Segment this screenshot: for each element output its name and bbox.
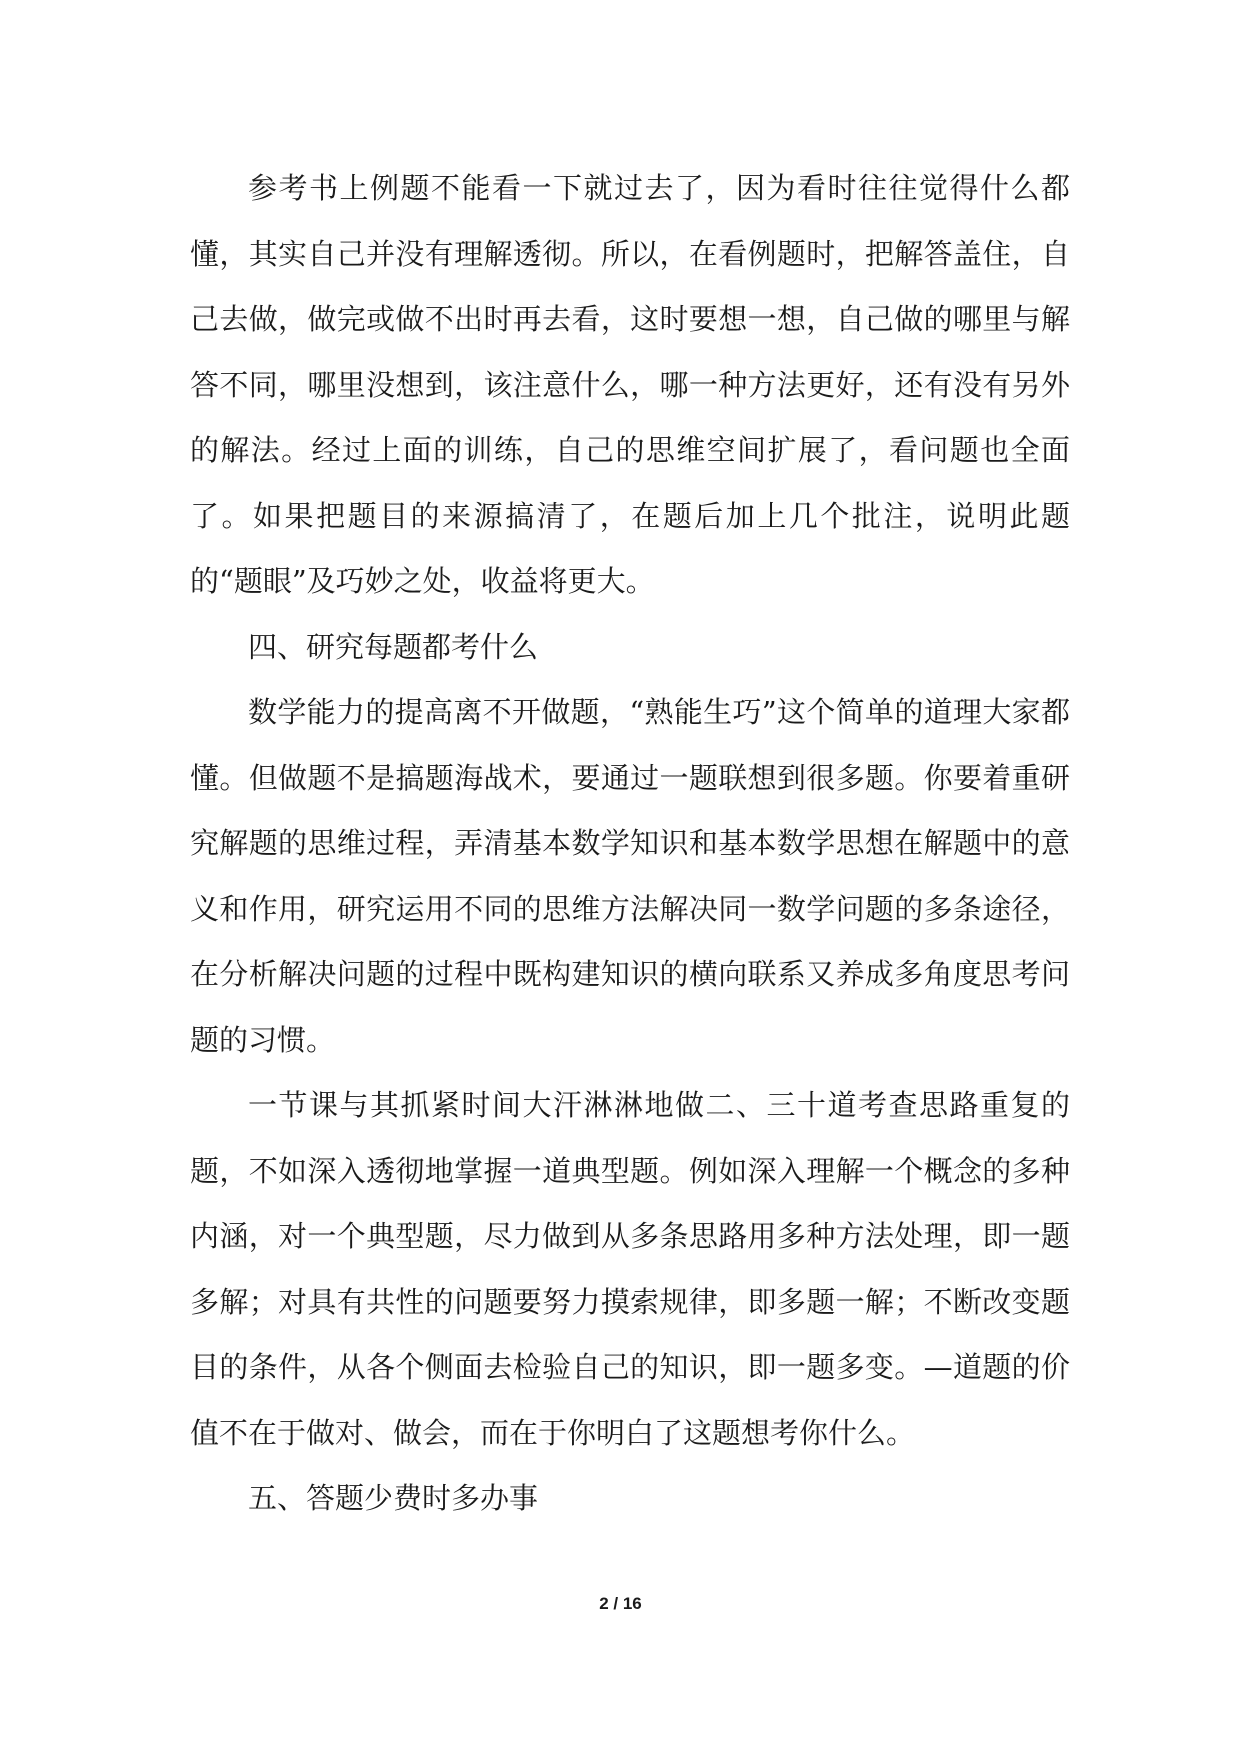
paragraph-problem-research: 数学能力的提高离不开做题，“熟能生巧”这个简单的道理大家都懂。但做题不是搞题海战术，要通过一题联想到很多题。你要着重研究解题的思维过程，弄清基本数学知识和基本数学思想在解题中的意义和作用，研究运用不同的思维方法解决同一数学问题的多条途径，在分析解决问题的过程中既构建知识的横向联系又养成多角度思考问题的习惯。 bbox=[190, 695, 1070, 1057]
page-number: 2 / 16 bbox=[599, 1594, 642, 1613]
document-body bbox=[190, 156, 1070, 1532]
paragraph-typical-problem: 一节课与其抓紧时间大汗淋淋地做二、三十道考查思路重复的题，不如深入透彻地掌握一道典型题。例如深入理解一个概念的多种内涵，对一个典型题，尽力做到从多条思路用多种方法处理，即一题多解；对具有共性的问题要努力摸索规律，即多题一解；不断改变题目的条件，从各个侧面去检验自己的知识，即一题多变。—道题的价值不在于做对、做会，而在于你明白了这题想考你什么。 bbox=[190, 1088, 1070, 1450]
section-heading-five: 五、答题少费时多办事 bbox=[248, 1481, 539, 1515]
section-heading-four: 四、研究每题都考什么 bbox=[248, 629, 539, 664]
paragraph-example-study: 参考书上例题不能看一下就过去了，因为看时往往觉得什么都懂，其实自己并没有理解透彻。所以，在看例题时，把解答盖住，自己去做，做完或做不出时再去看，这时要想一想，自己做的哪里与解答不同，哪里没想到，该注意什么，哪一种方法更好，还有没有另外的解法。经过上面的训练，自己的思维空间扩展了，看问题也全面了。如果把题目的来源搞清了，在题后加上几个批注，说明此题的“题眼”及巧妙之处，收益将更大。 bbox=[190, 171, 1070, 598]
